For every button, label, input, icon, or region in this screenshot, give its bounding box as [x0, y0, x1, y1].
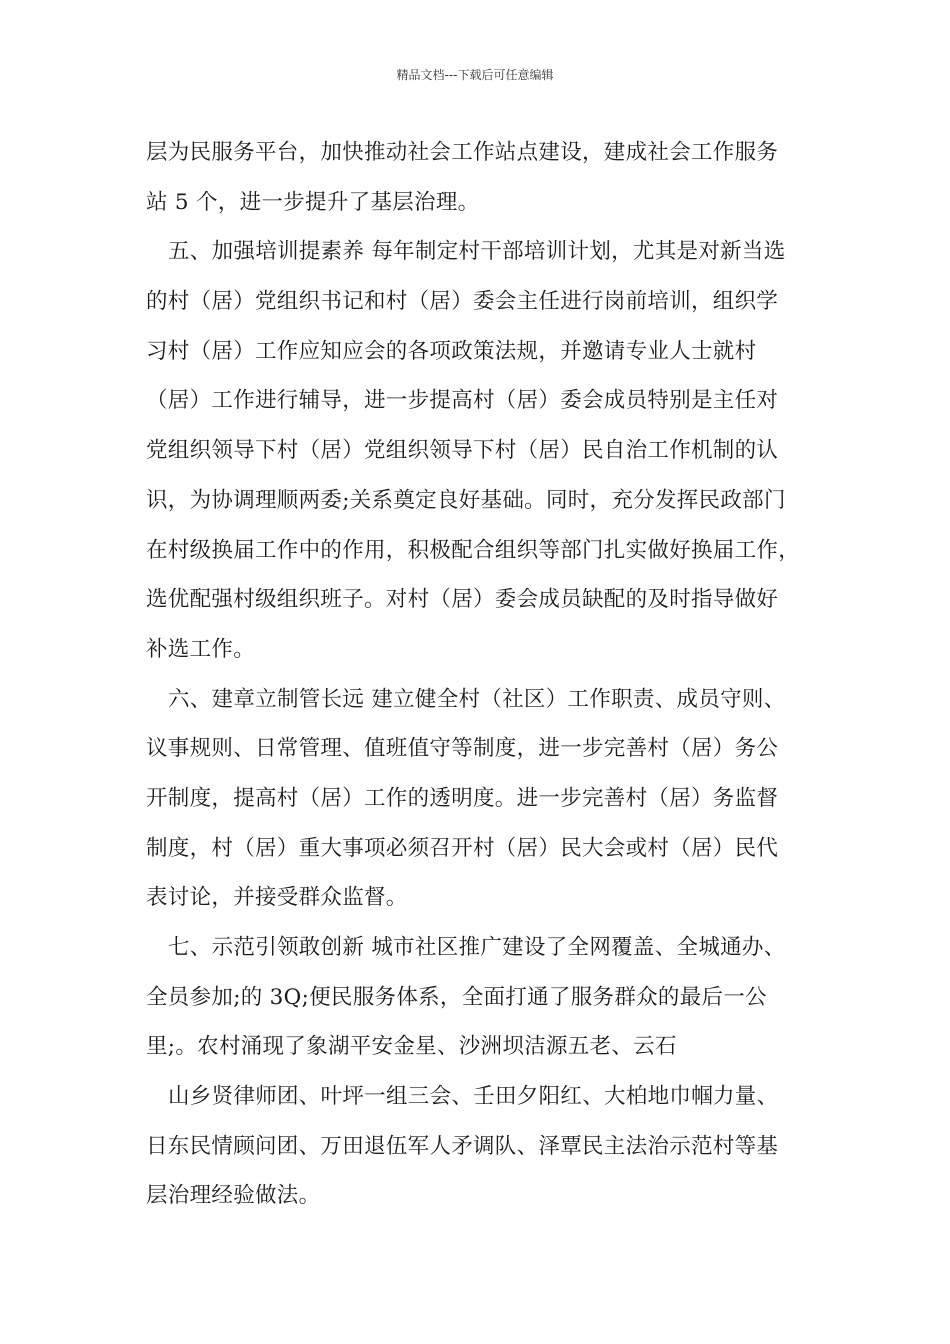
text-line: 习村（居）工作应知应会的各项政策法规，并邀请专业人士就村 [146, 338, 757, 364]
text-line: 开制度，提高村（居）工作的透明度。进一步完善村（居）务监督 [146, 785, 779, 811]
text-line: 里;。农村涌现了象湖平安金星、沙洲坝洁源五老、云石 [146, 1034, 677, 1060]
text-line: （居）工作进行辅导，进一步提高村（居）委会成员特别是主任对 [146, 388, 779, 414]
section-six-heading-line: 六、建章立制管长远 建立健全村（社区）工作职责、成员守则、 [168, 686, 786, 712]
paragraph-start-line: 山乡贤律师团、叶坪一组三会、壬田夕阳红、大柏地巾帼力量、 [168, 1084, 779, 1110]
document-body [146, 128, 826, 1221]
text-line: 层为民服务平台，加快推动社会工作站点建设，建成社会工作服务 [146, 140, 779, 165]
text-line: 表讨论，并接受群众监督。 [146, 885, 408, 911]
text-line: 党组织领导下村（居）党组织领导下村（居）民自治工作机制的认 [146, 438, 779, 464]
text-line: 日东民情顾问团、万田退伍军人矛调队、泽覃民主法治示范村等基 [146, 1133, 779, 1159]
section-seven-heading-line: 七、示范引领敢创新 城市社区推广建设了全网覆盖、全城通办、 [168, 935, 786, 960]
text-line: 补选工作。 [146, 636, 256, 662]
text-line: 站 5 个，进一步提升了基层治理。 [146, 189, 480, 215]
section-five-heading-line: 五、加强培训提素养 每年制定村干部培训计划，尤其是对新当选 [168, 239, 786, 265]
text-line: 选优配强村级组织班子。对村（居）委会成员缺配的及时指导做好 [146, 587, 779, 613]
text-line: 全员参加;的 3Q;便民服务体系，全面打通了服务群众的最后一公 [146, 984, 767, 1010]
text-line: 在村级换届工作中的作用，积极配合组织等部门扎实做好换届工作， [146, 537, 801, 563]
page-header: 精品文档---下载后可任意编辑 [396, 68, 554, 82]
text-line: 层治理经验做法。 [146, 1183, 321, 1209]
text-line: 制度，村（居）重大事项必须召开村（居）民大会或村（居）民代 [146, 835, 779, 861]
text-line: 的村（居）党组织书记和村（居）委会主任进行岗前培训，组织学 [146, 289, 779, 315]
text-line: 识，为协调理顺两委;关系奠定良好基础。同时，充分发挥民政部门 [146, 487, 786, 513]
text-line: 议事规则、日常管理、值班值守等制度，进一步完善村（居）务公 [146, 736, 779, 762]
